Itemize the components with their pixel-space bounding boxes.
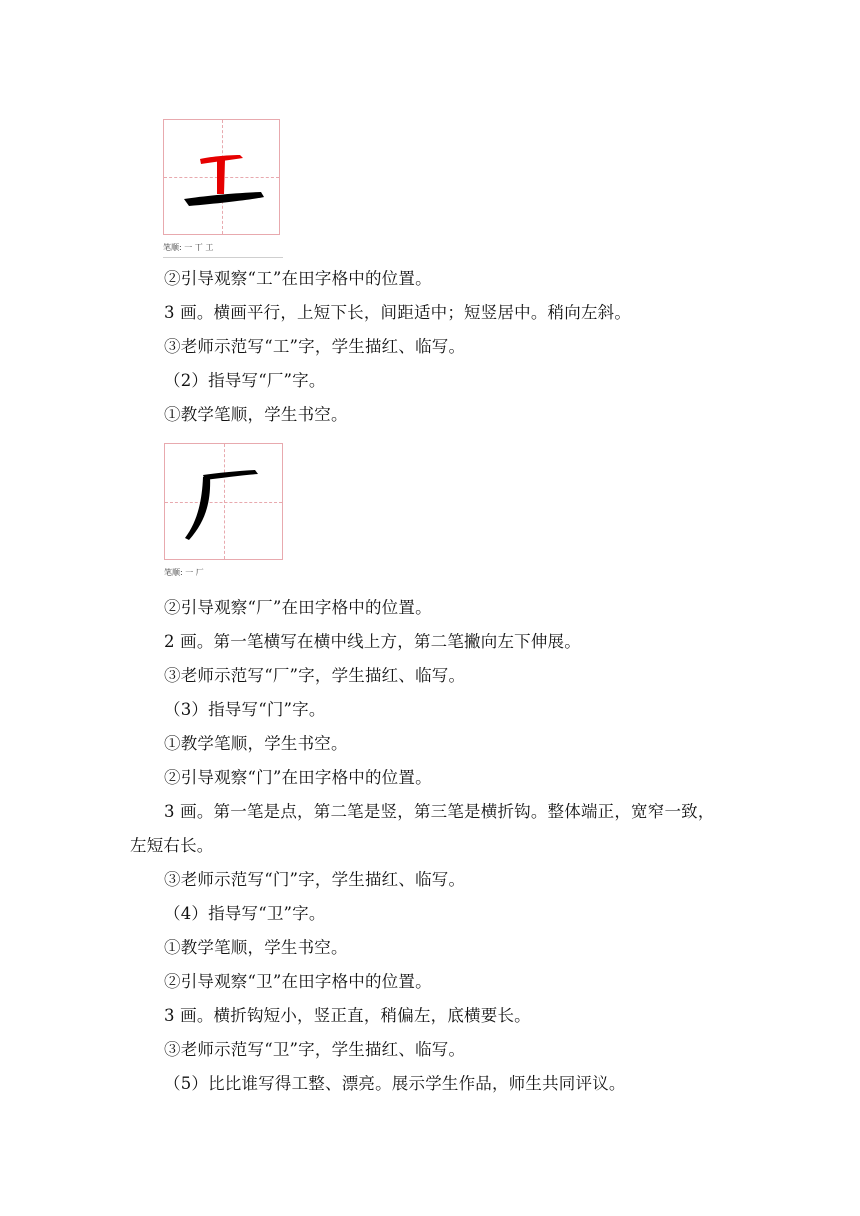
paragraph-heading: （3）指导写“门”字。 (164, 700, 326, 719)
caption-divider (163, 257, 283, 258)
paragraph: 3 画。横折钩短小，竖正直，稍偏左，底横要长。 (164, 1006, 531, 1025)
paragraph: ②引导观察“工”在田字格中的位置。 (164, 269, 432, 288)
paragraph: ③老师示范写“工”字，学生描红、临写。 (164, 337, 466, 356)
chang-character-image (165, 444, 282, 559)
paragraph: ③老师示范写“厂”字，学生描红、临写。 (164, 666, 466, 685)
paragraph: ③老师示范写“门”字，学生描红、临写。 (164, 870, 466, 889)
paragraph-heading: （2）指导写“厂”字。 (164, 371, 326, 390)
paragraph: 2 画。第一笔横写在横中线上方，第二笔撇向左下伸展。 (164, 632, 581, 651)
paragraph: ②引导观察“厂”在田字格中的位置。 (164, 598, 432, 617)
paragraph-heading: （5）比比谁写得工整、漂亮。展示学生作品，师生共同评议。 (164, 1074, 626, 1093)
paragraph: ①教学笔顺，学生书空。 (164, 734, 348, 753)
paragraph: ①教学笔顺，学生书空。 (164, 938, 348, 957)
paragraph: ①教学笔顺，学生书空。 (164, 405, 348, 424)
paragraph: ②引导观察“卫”在田字格中的位置。 (164, 972, 432, 991)
paragraph-heading: （4）指导写“卫”字。 (164, 904, 326, 923)
paragraph: ②引导观察“门”在田字格中的位置。 (164, 768, 432, 787)
paragraph-continuation: 左短右长。 (130, 836, 214, 855)
stroke-order-caption-chang: 笔顺: 一 厂 (164, 568, 204, 577)
tianzige-grid-chang (164, 443, 283, 560)
tianzige-grid-gong (163, 119, 280, 235)
stroke-order-caption-gong: 笔顺: 一 丅 工 (163, 243, 214, 252)
paragraph: ③老师示范写“卫”字，学生描红、临写。 (164, 1040, 466, 1059)
paragraph: 3 画。第一笔是点，第二笔是竖，第三笔是横折钩。整体端正，宽窄一致， (164, 802, 715, 821)
gong-character-image (164, 120, 279, 234)
paragraph: 3 画。横画平行，上短下长，间距适中；短竖居中。稍向左斜。 (164, 303, 632, 322)
